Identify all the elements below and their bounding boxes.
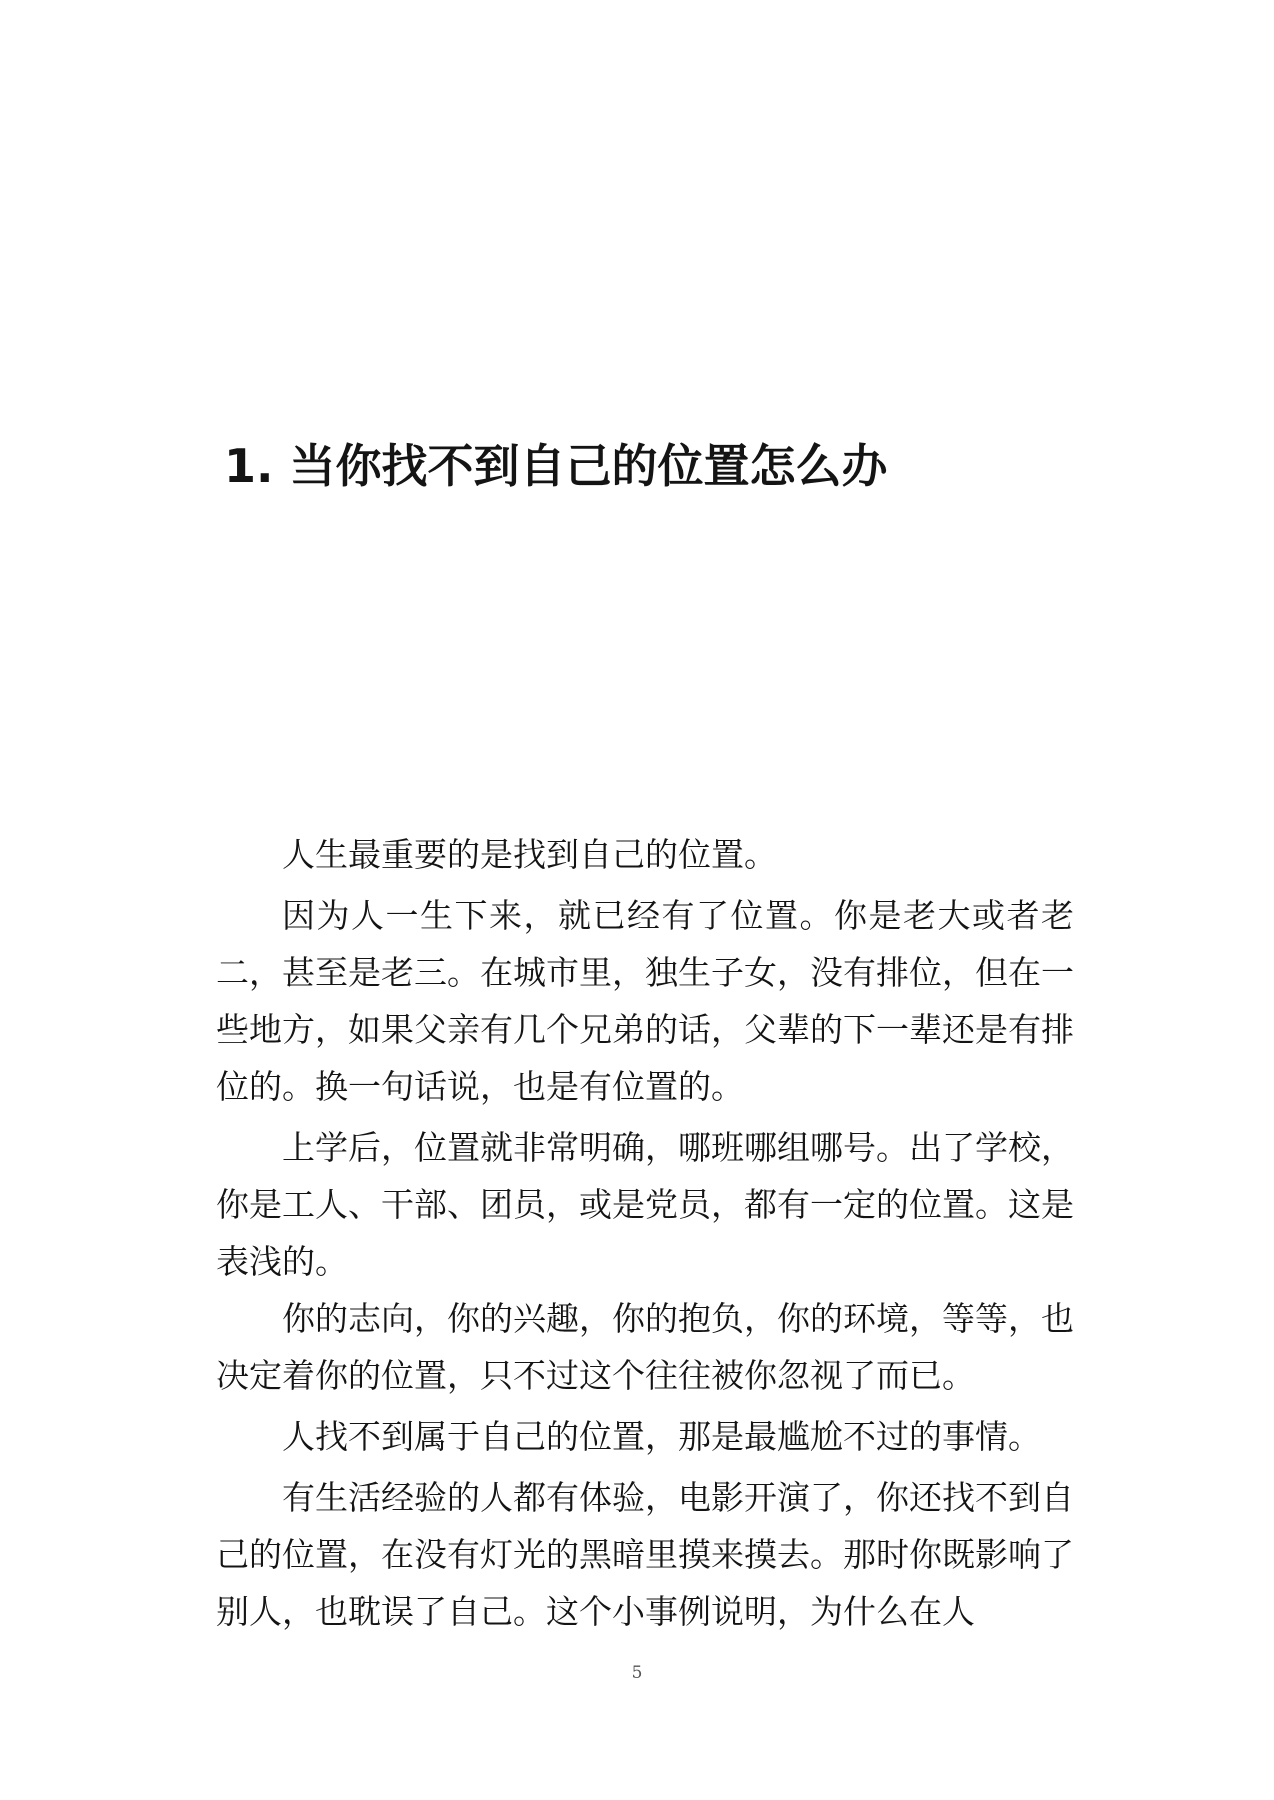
body-text bbox=[216, 826, 1074, 1640]
paragraph: 人找不到属于自己的位置，那是最尴尬不过的事情。 bbox=[282, 1417, 1041, 1456]
chapter-title: 1. 当你找不到自己的位置怎么办 bbox=[224, 439, 888, 493]
paragraph: 因为人一生下来，就已经有了位置。你是老大或者老二，甚至是老三。在城市里，独生子女，没有排位，但在一些地方，如果父亲有几个兄弟的话，父辈的下一辈还是有排位的。换一句话说，也是有位置的。 bbox=[216, 896, 1074, 1106]
paragraph: 上学后，位置就非常明确，哪班哪组哪号。出了学校，你是工人、干部、团员，或是党员，都有一定的位置。这是表浅的。 bbox=[216, 1128, 1074, 1281]
paragraph: 人生最重要的是找到自己的位置。 bbox=[282, 835, 777, 874]
paragraph: 有生活经验的人都有体验，电影开演了，你还找不到自己的位置，在没有灯光的黑暗里摸来摸去。那时你既影响了别人，也耽误了自己。这个小事例说明，为什么在人 bbox=[216, 1478, 1074, 1631]
paragraph: 你的志向，你的兴趣，你的抱负，你的环境，等等，也决定着你的位置，只不过这个往往被你忽视了而已。 bbox=[216, 1299, 1074, 1395]
page-number: 5 bbox=[631, 1663, 643, 1683]
